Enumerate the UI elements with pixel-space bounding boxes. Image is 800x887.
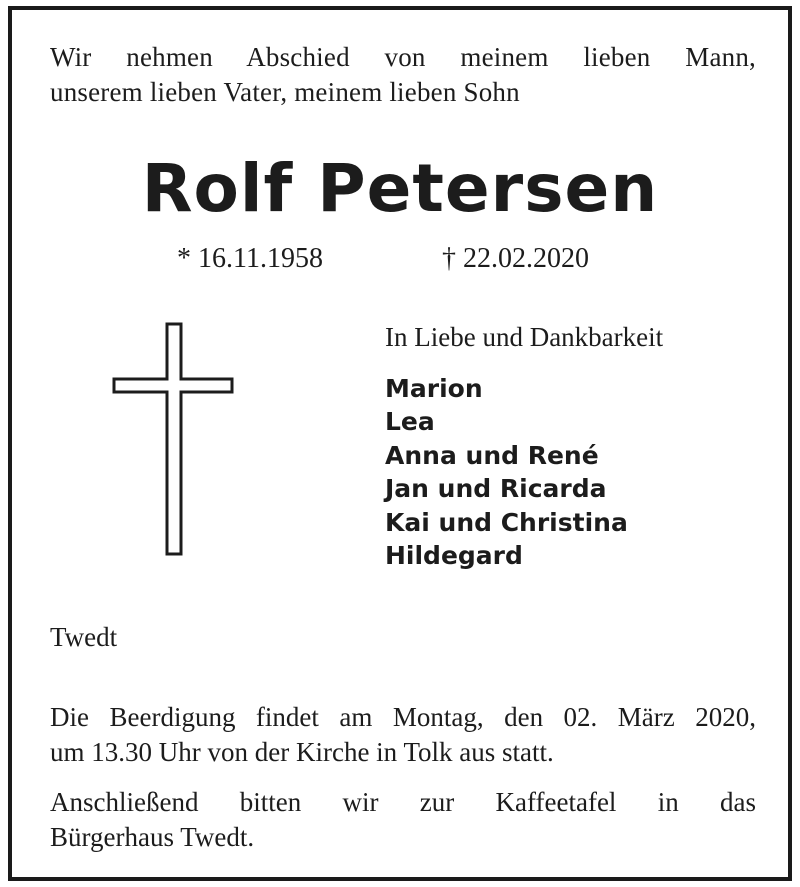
funeral-line-1: Die Beerdigung findet am Montag, den 02. März 2020, <box>50 702 756 732</box>
intro-line-2: unserem lieben Vater, meinem lieben Sohn <box>50 77 520 107</box>
birth-date: * 16.11.1958 <box>177 243 323 274</box>
mourner-name: Marion <box>385 374 483 403</box>
mourner-name: Jan und Ricarda <box>385 474 607 504</box>
latin-cross-icon <box>112 322 234 556</box>
reception-notice <box>50 785 756 855</box>
deceased-name: Rolf Petersen <box>141 150 659 227</box>
mourner-name: Kai und Christina <box>385 507 628 537</box>
funeral-notice <box>50 700 756 770</box>
place-name: Twedt <box>50 622 118 652</box>
mourners-intro: In Liebe und Dankbarkeit <box>385 322 664 352</box>
intro-line-1: Wir nehmen Abschied von meinem lieben Mann, <box>50 42 756 72</box>
reception-line-1: Anschließend bitten wir zur Kaffeetafel in das <box>50 787 756 817</box>
mourners-list <box>385 372 628 572</box>
reception-line-2: Bürgerhaus Twedt. <box>50 822 255 852</box>
intro-text <box>50 40 756 110</box>
funeral-line-2: um 13.30 Uhr von der Kirche in Tolk aus statt. <box>50 737 554 767</box>
death-date: † 22.02.2020 <box>442 243 589 274</box>
mourner-name: Anna und René <box>385 440 599 470</box>
obituary-frame <box>8 6 792 881</box>
mourner-name: Lea <box>385 407 435 437</box>
mourner-name: Hildegard <box>385 541 523 571</box>
